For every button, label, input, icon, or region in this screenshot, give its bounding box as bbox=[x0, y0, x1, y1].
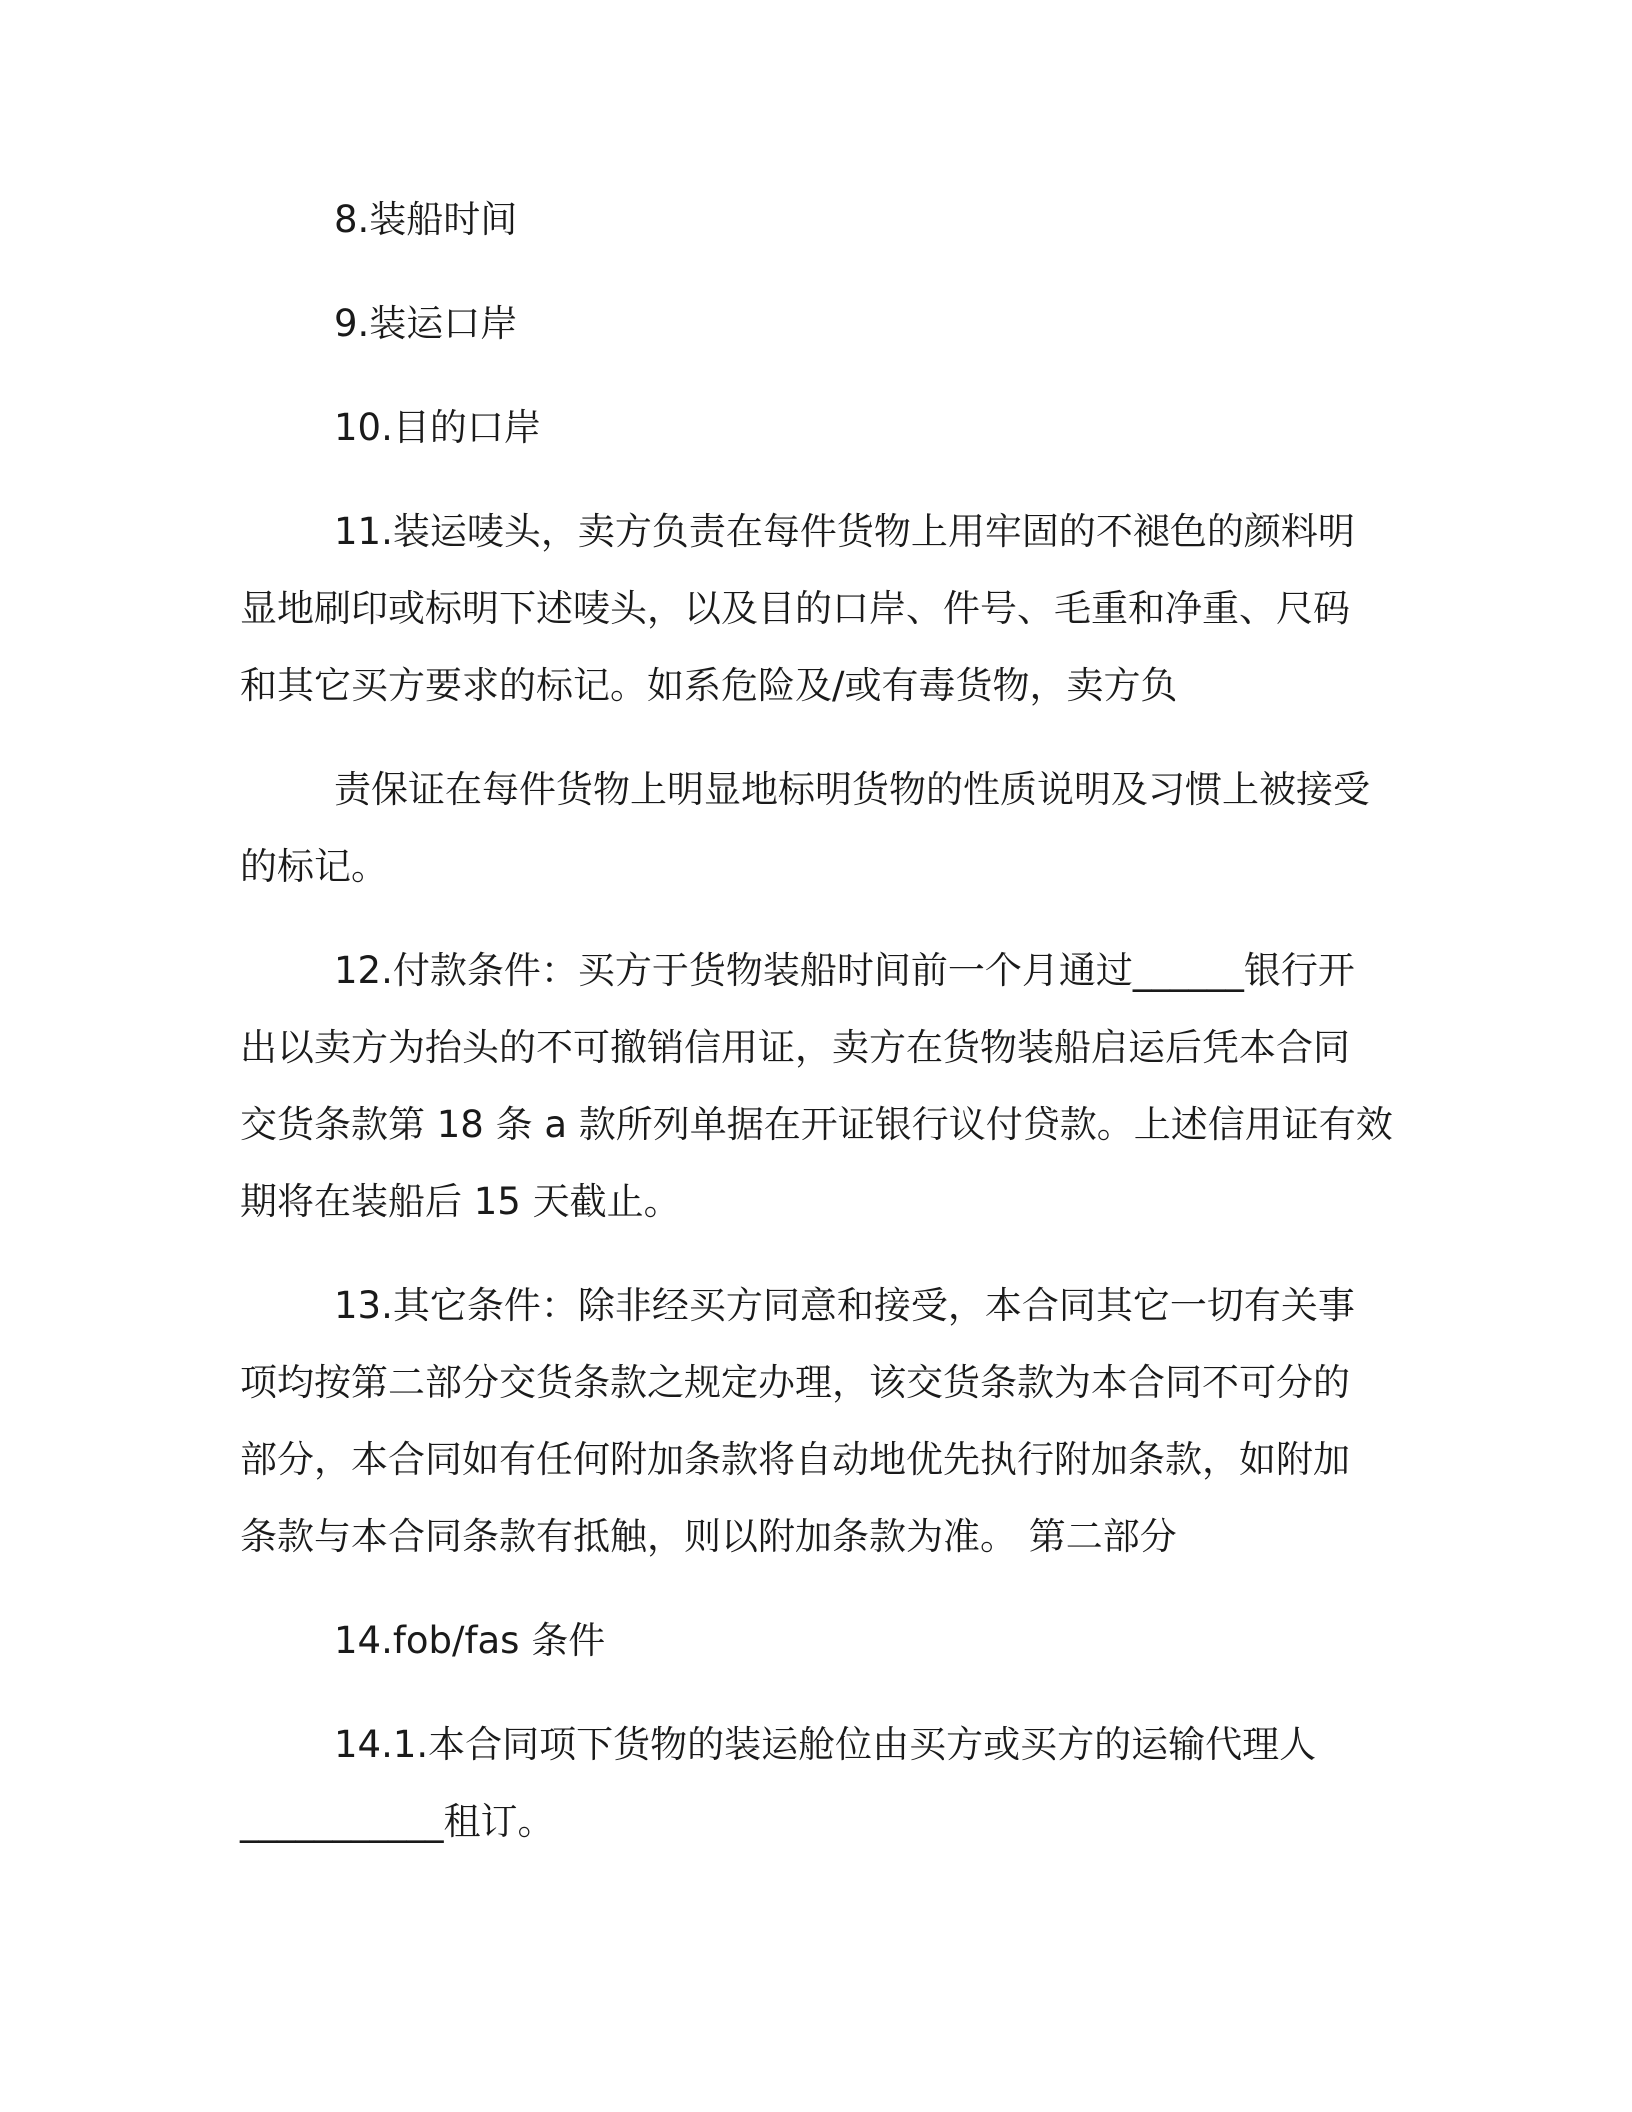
paragraph-line: 条款与本合同条款有抵触，则以附加条款为准。 第二部分 bbox=[240, 1515, 1177, 1558]
paragraph-8 bbox=[240, 195, 1380, 245]
paragraph-line: 出以卖方为抬头的不可撤销信用证，卖方在货物装船启运后凭本合同 bbox=[240, 1026, 1350, 1069]
paragraph-line: 项均按第二部分交货条款之规定办理，该交货条款为本合同不可分的 bbox=[240, 1361, 1350, 1404]
document-body bbox=[240, 195, 1393, 1901]
paragraph-line: 12.付款条件：买方于货物装船时间前一个月通过______银行开 bbox=[334, 949, 1355, 992]
paragraph-line: 和其它买方要求的标记。如系危险及/或有毒货物，卖方负 bbox=[240, 664, 1178, 707]
paragraph-9 bbox=[240, 299, 1380, 349]
clause-10-title: 10.目的口岸 bbox=[334, 406, 541, 449]
clause-14-title: 14.fob/fas 条件 bbox=[334, 1619, 606, 1662]
paragraph-line: 显地刷印或标明下述唛头，以及目的口岸、件号、毛重和净重、尺码 bbox=[240, 587, 1350, 630]
paragraph-11-continued bbox=[240, 765, 1380, 892]
paragraph-line: ___________租订。 bbox=[240, 1800, 555, 1843]
paragraph-line: 11.装运唛头，卖方负责在每件货物上用牢固的不褪色的颜料明 bbox=[334, 510, 1355, 553]
paragraph-10 bbox=[240, 403, 1380, 453]
paragraph-line: 13.其它条件：除非经买方同意和接受，本合同其它一切有关事 bbox=[334, 1284, 1355, 1327]
clause-8-title: 8.装船时间 bbox=[334, 198, 518, 241]
paragraph-line: 责保证在每件货物上明显地标明货物的性质说明及习惯上被接受 bbox=[334, 768, 1370, 811]
paragraph-12 bbox=[240, 946, 1393, 1227]
paragraph-line: 的标记。 bbox=[240, 845, 388, 888]
paragraph-line: 部分，本合同如有任何附加条款将自动地优先执行附加条款，如附加 bbox=[240, 1438, 1350, 1481]
paragraph-13 bbox=[240, 1281, 1380, 1562]
paragraph-11 bbox=[240, 507, 1380, 711]
paragraph-14-1 bbox=[240, 1720, 1380, 1847]
paragraph-line: 期将在装船后 15 天截止。 bbox=[240, 1180, 681, 1223]
clause-9-title: 9.装运口岸 bbox=[334, 302, 518, 345]
paragraph-14 bbox=[240, 1616, 1380, 1666]
paragraph-line: 14.1.本合同项下货物的装运舱位由买方或买方的运输代理人 bbox=[334, 1723, 1317, 1766]
paragraph-line: 交货条款第 18 条 a 款所列单据在开证银行议付贷款。上述信用证有效 bbox=[240, 1103, 1393, 1146]
